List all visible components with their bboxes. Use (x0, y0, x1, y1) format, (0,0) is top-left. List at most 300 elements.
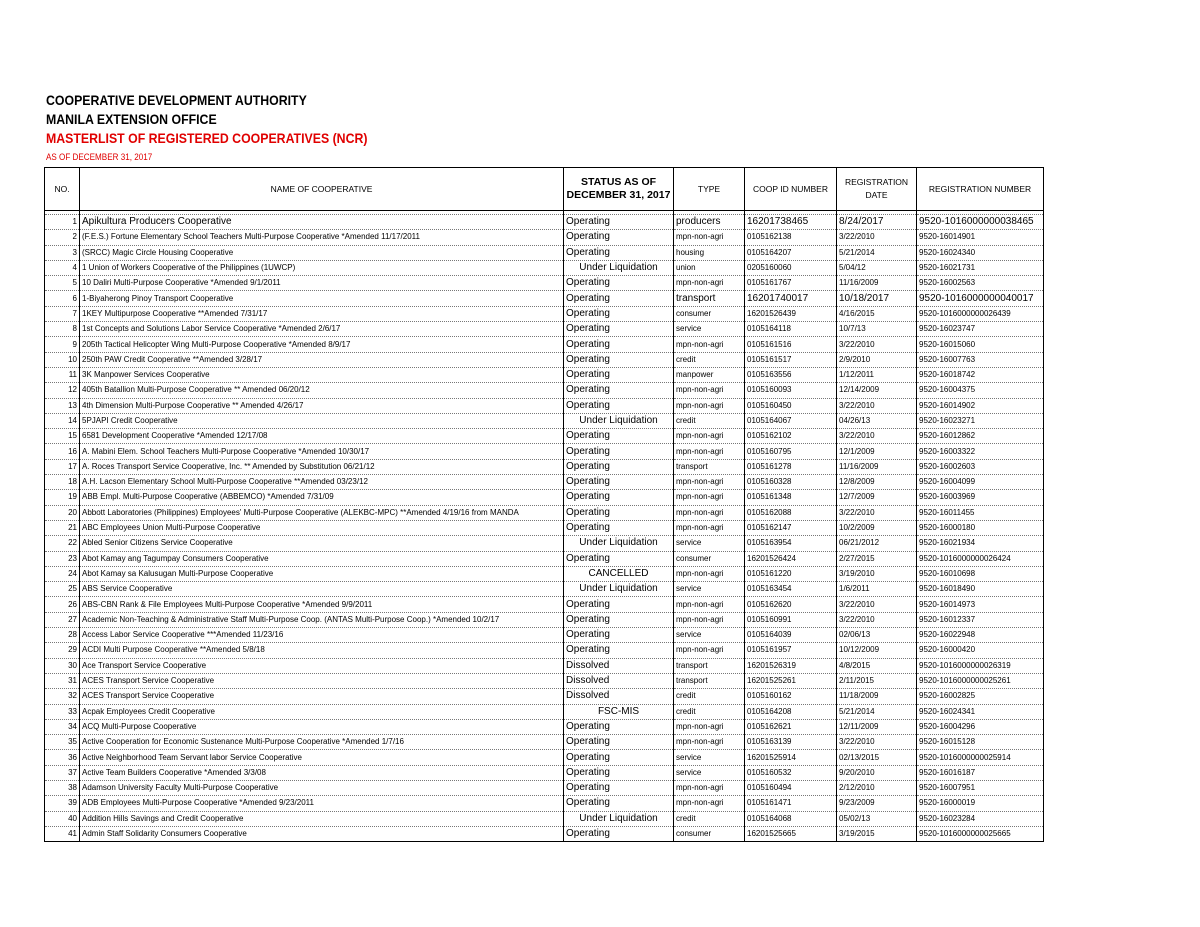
cell-registration-number: 9520-16004375 (917, 383, 1044, 398)
cell-registration-date: 3/22/2010 (837, 597, 917, 612)
cell-name: (F.E.S.) Fortune Elementary School Teachers Multi-Purpose Cooperative *Amended 11/17/2011 (80, 230, 564, 245)
cell-registration-number: 9520-16018490 (917, 582, 1044, 597)
table-row (45, 245, 1044, 260)
cell-registration-date: 3/22/2010 (837, 337, 917, 352)
cell-status: Operating (564, 459, 674, 474)
table-row (45, 490, 1044, 505)
cell-name: 10 Daliri Multi-Purpose Cooperative *Amended 9/1/2011 (80, 276, 564, 291)
cell-registration-date: 10/12/2009 (837, 643, 917, 658)
cell-status: Operating (564, 719, 674, 734)
cell-registration-date: 2/11/2015 (837, 673, 917, 688)
cell-status: Operating (564, 826, 674, 841)
cell-no: 26 (45, 597, 80, 612)
cell-type: service (674, 765, 745, 780)
cell-registration-date: 2/27/2015 (837, 551, 917, 566)
office-name: MANILA EXTENSION OFFICE (46, 111, 217, 127)
org-name: COOPERATIVE DEVELOPMENT AUTHORITY (46, 92, 307, 108)
table-row (45, 536, 1044, 551)
cell-name: Adamson University Faculty Multi-Purpose Cooperative (80, 780, 564, 795)
cell-coop-id: 0105160450 (745, 398, 837, 413)
cell-status: Operating (564, 367, 674, 382)
cell-coop-id: 0105160795 (745, 444, 837, 459)
cell-type: transport (674, 459, 745, 474)
cell-status: Operating (564, 215, 674, 230)
table-row (45, 291, 1044, 306)
table-row (45, 215, 1044, 230)
cell-status: CANCELLED (564, 566, 674, 581)
cell-status: Operating (564, 230, 674, 245)
cell-registration-number: 9520-16014901 (917, 230, 1044, 245)
cell-name: Apikultura Producers Cooperative (80, 215, 564, 230)
cell-no: 30 (45, 658, 80, 673)
cell-registration-number: 9520-16012337 (917, 612, 1044, 627)
cell-name: Abbott Laboratories (Philippines) Employees' Multi-Purpose Cooperative (ALEKBC-MPC) **Amended 4/19/16 from MANDA (80, 505, 564, 520)
cell-name: (SRCC) Magic Circle Housing Cooperative (80, 245, 564, 260)
cell-name: Active Neighborhood Team Servant labor Service Cooperative (80, 750, 564, 765)
table-row (45, 796, 1044, 811)
cell-registration-number: 9520-16022948 (917, 628, 1044, 643)
cell-registration-date: 3/22/2010 (837, 612, 917, 627)
cell-no: 13 (45, 398, 80, 413)
cell-name: 1KEY Multipurpose Cooperative **Amended 7/31/17 (80, 306, 564, 321)
cell-registration-date: 12/14/2009 (837, 383, 917, 398)
as-of-date: AS OF DECEMBER 31, 2017 (46, 152, 153, 162)
cell-name: Addition Hills Savings and Credit Cooperative (80, 811, 564, 826)
cell-name: 405th Batallion Multi-Purpose Cooperative ** Amended 06/20/12 (80, 383, 564, 398)
table-row (45, 505, 1044, 520)
cell-registration-number: 9520-1016000000025914 (917, 750, 1044, 765)
cell-status: Operating (564, 398, 674, 413)
cell-status: Operating (564, 383, 674, 398)
cell-registration-number: 9520-16023284 (917, 811, 1044, 826)
cell-name: 3K Manpower Services Cooperative (80, 367, 564, 382)
cell-registration-number: 9520-1016000000040017 (917, 291, 1044, 306)
cell-type: mpn-non-agri (674, 230, 745, 245)
cell-type: transport (674, 291, 745, 306)
cell-status: Operating (564, 750, 674, 765)
cell-no: 11 (45, 367, 80, 382)
column-header-registration-number: REGISTRATION NUMBER (917, 168, 1044, 211)
cell-registration-number: 9520-16016187 (917, 765, 1044, 780)
table-row (45, 367, 1044, 382)
cell-type: manpower (674, 367, 745, 382)
cell-name: Active Cooperation for Economic Sustenance Multi-Purpose Cooperative *Amended 1/7/16 (80, 735, 564, 750)
table-row (45, 566, 1044, 581)
cell-type: credit (674, 811, 745, 826)
cell-name: Admin Staff Solidarity Consumers Cooperative (80, 826, 564, 841)
cell-type: mpn-non-agri (674, 505, 745, 520)
cell-type: consumer (674, 826, 745, 841)
cell-no: 9 (45, 337, 80, 352)
cell-status: Dissolved (564, 658, 674, 673)
cell-no: 16 (45, 444, 80, 459)
cell-registration-number: 9520-1016000000026424 (917, 551, 1044, 566)
cell-no: 19 (45, 490, 80, 505)
cell-registration-number: 9520-16002603 (917, 459, 1044, 474)
cell-coop-id: 0105160093 (745, 383, 837, 398)
cell-no: 4 (45, 260, 80, 275)
cell-name: Academic Non-Teaching & Administrative Staff Multi-Purpose Coop. (ANTAS Multi-Purpose Coop.) *Amended 10/2/17 (80, 612, 564, 627)
cell-no: 15 (45, 429, 80, 444)
cell-coop-id: 0105162102 (745, 429, 837, 444)
table-row (45, 582, 1044, 597)
cell-coop-id: 0105162088 (745, 505, 837, 520)
cell-no: 32 (45, 689, 80, 704)
cell-type: service (674, 582, 745, 597)
cell-registration-number: 9520-16021731 (917, 260, 1044, 275)
cell-status: Under Liquidation (564, 413, 674, 428)
cell-registration-date: 11/16/2009 (837, 459, 917, 474)
cell-registration-number: 9520-16023747 (917, 322, 1044, 337)
cell-no: 18 (45, 475, 80, 490)
cell-name: Abot Kamay ang Tagumpay Consumers Cooperative (80, 551, 564, 566)
cell-registration-date: 10/2/2009 (837, 520, 917, 535)
cell-no: 6 (45, 291, 80, 306)
table-row (45, 689, 1044, 704)
cell-type: mpn-non-agri (674, 383, 745, 398)
table-row (45, 811, 1044, 826)
cell-registration-date: 1/12/2011 (837, 367, 917, 382)
cell-no: 34 (45, 719, 80, 734)
cell-type: mpn-non-agri (674, 796, 745, 811)
cell-registration-number: 9520-16007951 (917, 780, 1044, 795)
cell-coop-id: 0105160328 (745, 475, 837, 490)
cell-status: Operating (564, 245, 674, 260)
cell-coop-id: 16201526319 (745, 658, 837, 673)
cell-registration-date: 3/22/2010 (837, 735, 917, 750)
cell-registration-date: 3/19/2010 (837, 566, 917, 581)
table-row (45, 643, 1044, 658)
cell-registration-number: 9520-16003969 (917, 490, 1044, 505)
table-row (45, 413, 1044, 428)
cell-coop-id: 16201525665 (745, 826, 837, 841)
cell-coop-id: 16201526424 (745, 551, 837, 566)
cell-coop-id: 16201525914 (745, 750, 837, 765)
cell-registration-number: 9520-16002563 (917, 276, 1044, 291)
cell-type: consumer (674, 551, 745, 566)
table-row (45, 429, 1044, 444)
cell-no: 20 (45, 505, 80, 520)
table-row (45, 475, 1044, 490)
cell-name: 1 Union of Workers Cooperative of the Philippines (1UWCP) (80, 260, 564, 275)
cell-registration-number: 9520-16014973 (917, 597, 1044, 612)
cell-coop-id: 0105161471 (745, 796, 837, 811)
cell-name: ACES Transport Service Cooperative (80, 689, 564, 704)
column-header-coop-id: COOP ID NUMBER (745, 168, 837, 211)
cell-name: 1st Concepts and Solutions Labor Service Cooperative *Amended 2/6/17 (80, 322, 564, 337)
cell-no: 24 (45, 566, 80, 581)
cell-status: Operating (564, 306, 674, 321)
cell-registration-number: 9520-16015060 (917, 337, 1044, 352)
cell-type: mpn-non-agri (674, 780, 745, 795)
cell-name: 4th Dimension Multi-Purpose Cooperative ** Amended 4/26/17 (80, 398, 564, 413)
table-row (45, 520, 1044, 535)
cell-registration-date: 12/11/2009 (837, 719, 917, 734)
cell-registration-date: 12/8/2009 (837, 475, 917, 490)
cell-no: 22 (45, 536, 80, 551)
cell-no: 31 (45, 673, 80, 688)
cell-status: Operating (564, 490, 674, 505)
cell-no: 38 (45, 780, 80, 795)
cell-no: 41 (45, 826, 80, 841)
cell-no: 36 (45, 750, 80, 765)
cell-type: mpn-non-agri (674, 735, 745, 750)
cell-registration-number: 9520-16004296 (917, 719, 1044, 734)
column-header-status: STATUS AS OF DECEMBER 31, 2017 (564, 168, 674, 211)
cell-type: mpn-non-agri (674, 612, 745, 627)
cell-registration-number: 9520-1016000000038465 (917, 215, 1044, 230)
cell-name: 250th PAW Credit Cooperative **Amended 3/28/17 (80, 352, 564, 367)
table-row (45, 230, 1044, 245)
table-row (45, 306, 1044, 321)
cell-status: Operating (564, 780, 674, 795)
column-header-type: TYPE (674, 168, 745, 211)
cell-status: Operating (564, 505, 674, 520)
cell-no: 14 (45, 413, 80, 428)
cell-status: Under Liquidation (564, 811, 674, 826)
cell-type: mpn-non-agri (674, 429, 745, 444)
cell-registration-date: 3/22/2010 (837, 505, 917, 520)
table-header-row (45, 168, 1044, 211)
cell-status: Operating (564, 444, 674, 459)
cell-no: 3 (45, 245, 80, 260)
cell-status: Operating (564, 276, 674, 291)
cell-coop-id: 0105161957 (745, 643, 837, 658)
cell-name: 1-Biyaherong Pinoy Transport Cooperative (80, 291, 564, 306)
cell-registration-number: 9520-1016000000025665 (917, 826, 1044, 841)
cell-registration-date: 5/21/2014 (837, 704, 917, 719)
cell-coop-id: 0105160494 (745, 780, 837, 795)
cell-registration-date: 3/19/2015 (837, 826, 917, 841)
table-row (45, 826, 1044, 841)
cell-type: mpn-non-agri (674, 643, 745, 658)
cell-registration-date: 8/24/2017 (837, 215, 917, 230)
cell-name: Access Labor Service Cooperative ***Amended 11/23/16 (80, 628, 564, 643)
cell-registration-number: 9520-16000420 (917, 643, 1044, 658)
cell-name: Ace Transport Service Cooperative (80, 658, 564, 673)
cell-registration-date: 3/22/2010 (837, 429, 917, 444)
cell-registration-number: 9520-16018742 (917, 367, 1044, 382)
cell-status: Dissolved (564, 689, 674, 704)
cell-registration-date: 11/18/2009 (837, 689, 917, 704)
document-header (46, 91, 411, 163)
cell-no: 12 (45, 383, 80, 398)
cell-status: Operating (564, 475, 674, 490)
cell-coop-id: 0105164067 (745, 413, 837, 428)
cell-registration-date: 02/13/2015 (837, 750, 917, 765)
cell-name: Acpak Employees Credit Cooperative (80, 704, 564, 719)
cell-coop-id: 0105160162 (745, 689, 837, 704)
cell-coop-id: 0105161220 (745, 566, 837, 581)
cell-type: union (674, 260, 745, 275)
cell-name: ACDI Multi Purpose Cooperative **Amended 5/8/18 (80, 643, 564, 658)
cell-type: producers (674, 215, 745, 230)
table-row (45, 459, 1044, 474)
cell-coop-id: 0105162620 (745, 597, 837, 612)
cell-status: Operating (564, 735, 674, 750)
cell-coop-id: 0205160060 (745, 260, 837, 275)
cell-name: Active Team Builders Cooperative *Amended 3/3/08 (80, 765, 564, 780)
table-row (45, 276, 1044, 291)
cell-coop-id: 0105163139 (745, 735, 837, 750)
cell-status: Operating (564, 551, 674, 566)
cell-coop-id: 16201526439 (745, 306, 837, 321)
cell-registration-number: 9520-16000180 (917, 520, 1044, 535)
cell-name: 205th Tactical Helicopter Wing Multi-Purpose Cooperative *Amended 8/9/17 (80, 337, 564, 352)
cell-registration-number: 9520-1016000000026319 (917, 658, 1044, 673)
cell-coop-id: 16201740017 (745, 291, 837, 306)
cell-type: transport (674, 673, 745, 688)
table-row (45, 628, 1044, 643)
cell-no: 39 (45, 796, 80, 811)
cell-type: credit (674, 689, 745, 704)
cell-no: 17 (45, 459, 80, 474)
cell-coop-id: 0105164118 (745, 322, 837, 337)
cell-registration-number: 9520-16021934 (917, 536, 1044, 551)
cell-status: Operating (564, 429, 674, 444)
table-row (45, 398, 1044, 413)
cell-registration-date: 10/18/2017 (837, 291, 917, 306)
cell-type: mpn-non-agri (674, 719, 745, 734)
cell-type: mpn-non-agri (674, 566, 745, 581)
cell-registration-number: 9520-1016000000025261 (917, 673, 1044, 688)
cell-registration-date: 02/06/13 (837, 628, 917, 643)
cell-type: credit (674, 352, 745, 367)
cell-registration-date: 3/22/2010 (837, 398, 917, 413)
cell-no: 27 (45, 612, 80, 627)
table-row (45, 750, 1044, 765)
table-row (45, 765, 1044, 780)
table-row (45, 719, 1044, 734)
cell-registration-date: 05/02/13 (837, 811, 917, 826)
cell-registration-number: 9520-16014902 (917, 398, 1044, 413)
cell-type: mpn-non-agri (674, 475, 745, 490)
cell-name: A. Roces Transport Service Cooperative, Inc. ** Amended by Substitution 06/21/12 (80, 459, 564, 474)
cell-coop-id: 0105161516 (745, 337, 837, 352)
cell-registration-date: 12/1/2009 (837, 444, 917, 459)
cell-coop-id: 16201738465 (745, 215, 837, 230)
cell-no: 33 (45, 704, 80, 719)
cell-status: Operating (564, 352, 674, 367)
cell-registration-date: 2/12/2010 (837, 780, 917, 795)
column-header-no: NO. (45, 168, 80, 211)
cell-no: 23 (45, 551, 80, 566)
cell-no: 28 (45, 628, 80, 643)
cell-coop-id: 0105160991 (745, 612, 837, 627)
column-header-name: NAME OF COOPERATIVE (80, 168, 564, 211)
cell-type: mpn-non-agri (674, 398, 745, 413)
cell-type: mpn-non-agri (674, 276, 745, 291)
cell-status: Operating (564, 520, 674, 535)
cell-registration-number: 9520-16012862 (917, 429, 1044, 444)
table-row (45, 337, 1044, 352)
table-body (45, 211, 1044, 842)
table-row (45, 352, 1044, 367)
table-row (45, 612, 1044, 627)
cell-type: credit (674, 704, 745, 719)
cell-type: credit (674, 413, 745, 428)
cell-registration-date: 06/21/2012 (837, 536, 917, 551)
column-header-registration-date: REGISTRATION DATE (837, 168, 917, 211)
cell-coop-id: 0105162147 (745, 520, 837, 535)
cell-coop-id: 0105161767 (745, 276, 837, 291)
cell-type: consumer (674, 306, 745, 321)
cell-registration-number: 9520-16007763 (917, 352, 1044, 367)
cell-registration-date: 4/8/2015 (837, 658, 917, 673)
cell-status: FSC-MIS (564, 704, 674, 719)
cell-status: Under Liquidation (564, 536, 674, 551)
cell-type: mpn-non-agri (674, 490, 745, 505)
cell-no: 29 (45, 643, 80, 658)
cell-coop-id: 16201525261 (745, 673, 837, 688)
table-row (45, 658, 1044, 673)
table-row (45, 597, 1044, 612)
cell-status: Operating (564, 643, 674, 658)
cell-registration-date: 2/9/2010 (837, 352, 917, 367)
table-row (45, 322, 1044, 337)
cell-status: Operating (564, 597, 674, 612)
cell-type: service (674, 628, 745, 643)
table-row (45, 780, 1044, 795)
cell-registration-date: 3/22/2010 (837, 230, 917, 245)
cell-no: 2 (45, 230, 80, 245)
cell-no: 21 (45, 520, 80, 535)
cell-type: service (674, 322, 745, 337)
cell-status: Under Liquidation (564, 582, 674, 597)
cell-registration-date: 1/6/2011 (837, 582, 917, 597)
cell-type: mpn-non-agri (674, 597, 745, 612)
cell-name: ABS Service Cooperative (80, 582, 564, 597)
cell-no: 5 (45, 276, 80, 291)
cell-name: ACES Transport Service Cooperative (80, 673, 564, 688)
cell-name: ABB Empl. Multi-Purpose Cooperative (ABBEMCO) *Amended 7/31/09 (80, 490, 564, 505)
cell-registration-date: 10/7/13 (837, 322, 917, 337)
table-row (45, 444, 1044, 459)
cell-registration-date: 5/21/2014 (837, 245, 917, 260)
cell-coop-id: 0105161278 (745, 459, 837, 474)
cell-no: 7 (45, 306, 80, 321)
cell-status: Operating (564, 796, 674, 811)
cell-type: housing (674, 245, 745, 260)
cell-registration-number: 9520-16024340 (917, 245, 1044, 260)
cell-type: mpn-non-agri (674, 337, 745, 352)
cell-registration-date: 12/7/2009 (837, 490, 917, 505)
table-row (45, 735, 1044, 750)
cell-coop-id: 0105163454 (745, 582, 837, 597)
cell-no: 35 (45, 735, 80, 750)
cell-coop-id: 0105164207 (745, 245, 837, 260)
cell-name: A. Mabini Elem. School Teachers Multi-Purpose Cooperative *Amended 10/30/17 (80, 444, 564, 459)
cell-registration-number: 9520-16011455 (917, 505, 1044, 520)
cell-type: mpn-non-agri (674, 444, 745, 459)
cell-name: Abled Senior Citizens Service Cooperative (80, 536, 564, 551)
cell-registration-number: 9520-16000019 (917, 796, 1044, 811)
cell-registration-date: 9/20/2010 (837, 765, 917, 780)
cell-status: Operating (564, 337, 674, 352)
cell-status: Operating (564, 612, 674, 627)
cell-status: Operating (564, 628, 674, 643)
cell-registration-date: 9/23/2009 (837, 796, 917, 811)
cell-name: 5PJAPI Credit Cooperative (80, 413, 564, 428)
cell-no: 1 (45, 215, 80, 230)
table-row (45, 673, 1044, 688)
cell-name: 6581 Development Cooperative *Amended 12/17/08 (80, 429, 564, 444)
table-row (45, 383, 1044, 398)
cell-coop-id: 0105164208 (745, 704, 837, 719)
cell-coop-id: 0105164068 (745, 811, 837, 826)
cell-registration-date: 04/26/13 (837, 413, 917, 428)
cell-no: 37 (45, 765, 80, 780)
